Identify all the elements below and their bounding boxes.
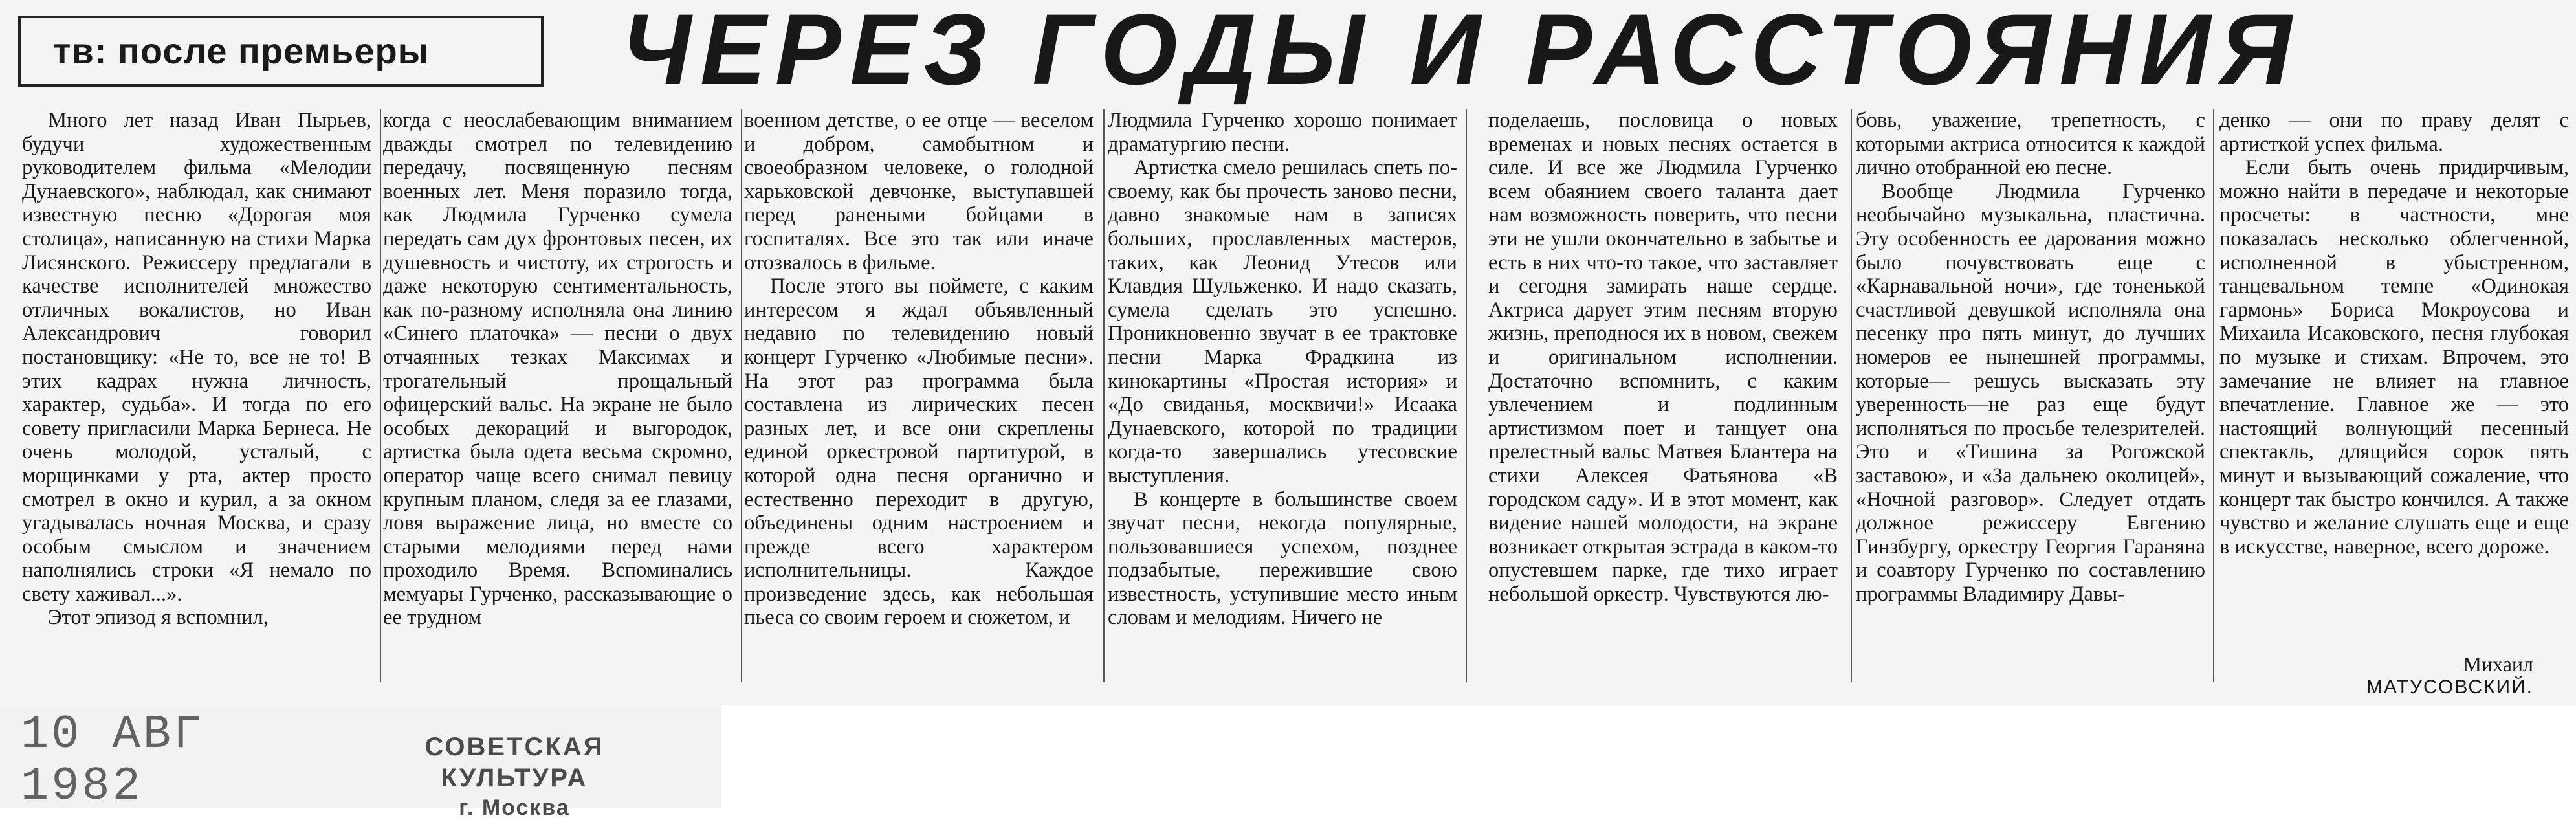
section-rubric: тв: после премьеры [18,16,544,87]
paragraph: поделаешь, пословица о новых временах и новых песнях остается в силе. И все же Людмила Гурченко всем обаянием своего таланта дает нам возможность поверить, что песни эти не ушли окончательно в забытье и есть в них что-то такое, что заставляет и сегодня замирать наше сердце. Актриса дарует этим песням вторую жизнь, преподнося их в новом, свежем и оригинальном исполнении. Достаточно вспомнить, с каким увлечением и подлинным артистизмом поет и танцует она прелестный вальс Матвея Блантера на стихи Алексея Фатьянова «В городском саду». И в этот момент, как видение нашей молодости, на экране возникает открытая эстрада в каком-то опустевшем парке, где тихо играет небольшой оркестр. Чувствуются лю- [1488,109,1838,606]
paragraph: военном детстве, о ее отце — веселом и добром, самобытном и своеобразном человеке, о голодной харьковской девчонке, выступавшей перед ранеными бойцами в госпиталях. Все это так или иначе отозвалось в фильме. [744,109,1094,274]
paragraph: Если быть очень придирчивым, можно найти в передаче и некоторые просчеты: в частности, мне показалась несколько облегченной, исполненной в убыстренном, танцевальном темпе «Одинокая гармонь» Бориса Мокроусова и Михаила Исаковского, песня глубокая по музыке и стихам. Впрочем, это замечание не влияет на главное впечатление. Главное же — это настоящий волнующий песенный спектакль, длящийся сорок пять минут и вызывающий сожаление, что концерт так быстро кончился. А также чувство и желание слушать еще и еще в искусстве, наверное, всего дороже. [2219,156,2569,559]
paragraph: Артистка смело решилась спеть по-своему, как бы прочесть заново песни, давно знакомые нам в записях больших, прославленных мастеров, таких, как Леонид Утесов или Клавдия Шульженко. И надо сказать, сумела сделать это успешно. Проникновенно звучат в ее трактовке песни Марка Фрадкина из кинокартины «Простая история» и «До свиданья, москвичи!» Исаака Дунаевского, которой по традиции когда-то завершались утесовские выступления. [1108,156,1457,487]
paragraph: Вообще Людмила Гурченко необычайно музыкальна, пластична. Эту особенность ее дарования можно было почувствовать еще с «Карнавальной ночи», где тоненькой счастливой девушкой исполняла она песенку про пять минут, до лучших номеров ее нынешней программы, которые— решусь высказать эту уверенность—не раз еще будут исполняться по просьбе телезрителей. Это и «Тишина за Рогожской заставою», и «За дальнею околицей», «Ночной разговор». Следует отдать должное режиссеру Евгению Гинзбургу, оркестру Георгия Гараняна и соавтору Гурченко по составлению программы Владимиру Давы- [1856,179,2205,606]
article-column-3 [744,109,1094,682]
column-divider [2213,109,2214,682]
column-divider [380,109,381,682]
paragraph: денко — они по праву делят с артисткой успех фильма. [2219,109,2569,156]
paragraph: бовь, уважение, трепетность, с которыми актриса относится к каждой лично отобранной ею песне. [1856,109,2205,180]
column-divider [1103,109,1105,682]
article-column-4 [1108,109,1457,682]
paragraph: В концерте в большинстве своем звучат песни, некогда популярные, пользовавшиеся успехом, позднее подзабытые, пережившие свою известность, уступившие место иным словам и мелодиям. Ничего не [1108,487,1457,630]
article-column-2 [383,109,732,682]
date-stamp: 10 АВГ 1982 [21,708,204,813]
author-signature [2320,652,2533,699]
article-headline: ЧЕРЕЗ ГОДЫ И РАССТОЯНИЯ [621,0,2301,106]
article-column-1 [22,109,371,682]
newspaper-stamp [362,731,666,820]
paragraph: когда с неослабевающим вниманием дважды смотрел по телевидению передачу, посвященную песням военных лет. Меня поразило тогда, как Людмила Гурченко сумела передать сам дух фронтовых песен, их душевность и чистоту, их строгость и даже некоторую сентиментальность, как по-разному исполняла она линию «Синего платочка» — песни о двух отчаянных тезках Максимах и трогательный прощальный офицерский вальс. На экране не было особых декораций и выгородок, артистка была одета весьма скромно, оператор чаще всего снимал певицу крупным планом, следя за ее глазами, ловя выражение лица, но вместе со старыми мелодиями перед нами проходило Время. Вспоминались мемуары Гурченко, рассказывающие о ее трудном [383,109,732,630]
article-column-7 [2219,109,2569,646]
paragraph: После этого вы поймете, с каким интересом я ждал объявленный недавно по телевидению новый концерт Гурченко «Любимые песни». На этот раз программа была составлена из лирических песен разных лет, и все они скреплены единой оркестровой партитурой, в которой одна песня органично и естественно переходит в другую, объединены одним настроением и прежде всего характером исполнительницы. Каждое произведение здесь, как небольшая пьеса со своим героем и сюжетом, и [744,274,1094,630]
article-column-6 [1856,109,2205,682]
paragraph: Много лет назад Иван Пырьев, будучи художественным руководителем фильма «Мелодии Дунаевского», наблюдал, как снимают известную песню «Дорогая моя столица», написанную на стихи Марка Лисянского. Режиссеру предлагали в качестве исполнителей множество отличных вокалистов, но Иван Александрович говорил постановщику: «Не то, все не то! В этих кадрах нужна личность, характер, судьба». И тогда по его совету пригласили Марка Бернеса. Не очень молодой, усталый, с морщинками у рта, актер просто смотрел в окно и курил, а за окном угадывалась ночная Москва, и сразу особым смыслом и значением наполнялись строки «Я немало по свету хаживал...». [22,109,371,606]
column-divider [741,109,742,682]
paragraph: Людмила Гурченко хорошо понимает драматургию песни. [1108,109,1457,156]
column-divider [1466,109,1467,682]
author-last-name: МАТУСОВСКИЙ. [2366,676,2533,698]
newspaper-name: СОВЕТСКАЯ КУЛЬТУРА [424,733,604,792]
newspaper-city: г. Москва [459,795,570,820]
article-column-5 [1488,109,1838,682]
paragraph: Этот эпизод я вспомнил, [48,606,269,630]
column-divider [1851,109,1852,682]
author-first-name: Михаил [2463,652,2533,676]
